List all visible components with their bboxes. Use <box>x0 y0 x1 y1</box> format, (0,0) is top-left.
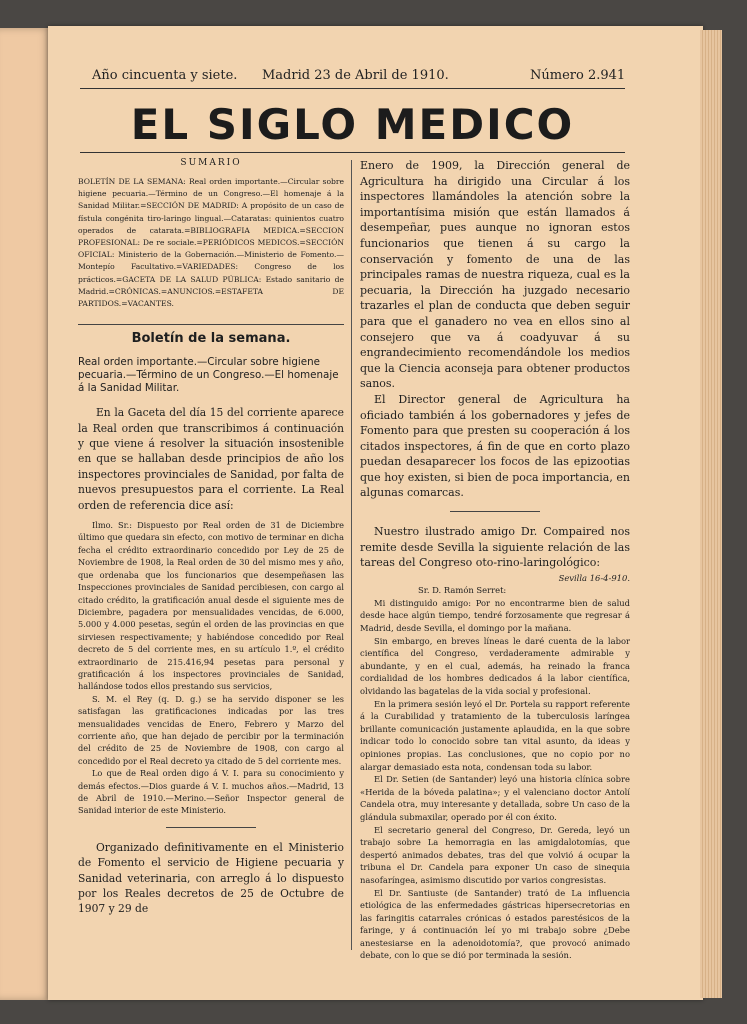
header-rule <box>80 88 625 89</box>
letter-salutation: Sr. D. Ramón Serret: <box>418 584 507 595</box>
page-stack-edge <box>700 30 722 998</box>
letter-paragraph-6: El Dr. Santiuste (de Santander) trató de La influencia etiológica de las enfermedades gástricas hipersecretorias en las faringitis catarrales crónicas ó estados parestésicos de la faringe, y á continuación leí yo mi trabajo sobre ¿Debe anestesiarse en la adenoidotomía?, que provocó animado debate, con lo que se dió por terminada la sesión. <box>360 887 630 961</box>
real-orden-paragraph-2: S. M. el Rey (q. D. g.) se ha servido disponer se les satisfagan las gratificaciones indicadas por las tres mensualidades vencidas de Enero, Febrero y Marzo del corriente año, que han dejado de percibir por la terminación del crédito de 25 de Noviembre de 1908, con cargo al concedido por el Real decreto ya citado de 5 del corriente mes. <box>78 693 344 766</box>
letter-paragraph-5: El secretario general del Congreso, Dr. Gereda, leyó un trabajo sobre La hemorragia en las amigdalotomías, que despertó animados debates, tras del que volvió á ocupar la tribuna el Dr. Candela para exponer Un caso de sinequia nasofaríngea, asimismo discutido por varios congresistas. <box>360 824 630 885</box>
left-column <box>78 158 344 917</box>
circular-paragraph: Enero de 1909, la Dirección general de Agricultura ha dirigido una Circular á los inspectores llamándoles la atención sobre la importantísima misión que están llamados á desempeñar, pues aunque no ignoran estos funcionarios que tienen á su cargo la conservación y fomento de una de las principales ramas de nuestra riqueza, cual es la pecuaria, la Dirección ha juzgado necesario trazarles el plan de conducta que deben seguir para que el ganadero no vea en ellos sino al consejero que va á coadyuvar á su engrandecimiento recomendándole los medios que la Ciencia aconseja para obtener productos sanos. <box>360 159 630 391</box>
letter-paragraph-2: Sin embargo, en breves líneas le daré cuenta de la labor científica del Congreso, verdaderamente admirable y abundante, y en el cual, además, ha reinado la franca cordialidad de los hombres dedicados á la labor científica, olvidando las bagatelas de la vida social y profesional. <box>360 635 630 696</box>
right-column <box>360 158 630 962</box>
real-orden-paragraph-3: Lo que de Real orden digo á V. I. para su conocimiento y demás efectos.—Dios guarde á V. I. muchos años.—Madrid, 13 de Abril de 1910.—Merino.—Señor Inspector general de Sanidad interior de este Ministerio. <box>78 768 344 816</box>
letter-paragraph-4: El Dr. Setien (de Santander) leyó una historia clínica sobre «Herida de la bóveda palatina»; y el valenciano doctor Antolí Candela otra, muy interesante y detallada, sobre Un caso de la glándula submaxilar, operado por él con éxito. <box>360 774 630 822</box>
section-separator <box>450 511 540 512</box>
masthead-title: EL SIGLO MEDICO <box>130 100 575 149</box>
boletin-intro: En la Gaceta del día 15 del corriente aparece la Real orden que transcribimos á continuación y que viene á resolver la situación insostenible en que se hallaban desde principios de año los inspectores provinciales de Sanidad, por falta de nuevos presupuestos para el corriente. La Real orden de referencia dice así: <box>78 406 344 512</box>
boletin-title: Boletín de la semana. <box>78 324 344 346</box>
previous-page-edge <box>0 28 52 1000</box>
congreso-intro: Nuestro ilustrado amigo Dr. Compaired nos remite desde Sevilla la siguiente relación de las tareas del Congreso oto-rino-laringológico: <box>360 525 630 570</box>
letter-dateline: Sevilla 16-4-910. <box>558 572 630 583</box>
sumario-title: SUMARIO <box>180 158 242 168</box>
letter-paragraph-1: Mi distinguido amigo: Por no encontrarme bien de salud desde hace algún tiempo, tendré forzosamente que regresar á Madrid, desde Sevilla, el domingo por la mañana. <box>360 597 630 634</box>
higiene-pecuaria-paragraph: Organizado definitivamente en el Ministerio de Fomento el servicio de Higiene pecuaria y Sanidad veterinaria, con arreglo á lo dispuesto por los Reales decretos de 25 de Octubre de 1907 y 29 de <box>78 840 344 916</box>
masthead-rule <box>80 152 625 153</box>
column-divider <box>351 160 352 950</box>
issue-date: Madrid 23 de Abril de 1910. <box>262 68 449 83</box>
director-paragraph: El Director general de Agricultura ha oficiado también á los gobernadores y jefes de Fomento para que presten su cooperación á los citados inspectores, á fin de que en corto plazo puedan desaparecer los focos de las epizootias que hoy existen, si bien de poca importancia, en algunas comarcas. <box>360 392 630 500</box>
issue-number: Número 2.941 <box>530 68 626 83</box>
boletin-subtitle: Real orden importante.—Circular sobre higiene pecuaria.—Término de un Congreso.—El homenaje á la Sanidad Militar. <box>78 356 339 395</box>
sumario-text: BOLETÍN DE LA SEMANA: Real orden importante.—Circular sobre higiene pecuaria.—Término de un Congreso.—El homenaje á la Sanidad Militar.=SECCIÓN DE MADRID: A propósito de un caso de fístula congénita tiro-laringo lingual.—Cataratas: quinientos cuatro operados de catarata.=BIBLIOGRAFIA MEDICA.=SECCION PROFESIONAL: De re sociale.=PERIÓDICOS MEDICOS.=SECCIÓN OFICIAL: Ministerio de la Gobernación.—Ministerio de Fomento.—Montepío Facultativo.=VARIEDADES: Congreso de los prácticos.=GACETA DE LA SALUD PÚBLICA: Estado sanitario de Madrid.=CRÓNICAS.=ANUNCIOS.=ESTAFETA DE PARTIDOS.=VACANTES. <box>78 177 344 309</box>
letter-paragraph-3: En la primera sesión leyó el Dr. Portela su rapport referente á la Curabilidad y tratamiento de la tuberculosis laríngea brillante comunicación justamente aplaudida, en la que sobre indicar todo lo conocido sobre tan vital asunto, da ideas y opiniones propias. Las conclusiones, que no copio por no alargar demasiado esta nota, condensan toda su labor. <box>360 698 630 772</box>
year-label: Año cincuenta y siete. <box>92 68 238 83</box>
real-orden-paragraph-1: Ilmo. Sr.: Dispuesto por Real orden de 31 de Diciembre último que quedara sin efecto, con motivo de terminar en dicha fecha el crédito extraordinario concedido por Ley de 25 de Noviembre de 1908, la Real orden de 30 del mismo mes y año, que ordenaba que los funcionarios que desempeñasen las Inspecciones provinciales de Sanidad percibiesen, con cargo al citado crédito, la gratificación anual desde el siguiente mes de Diciembre, pagadera por mensualidades vencidas, de 6.000, 5.000 y 4.000 pesetas, según el orden de las provincias en que sirviesen respectivamente; y habiéndose concedido por Real decreto de 5 del corriente mes, en su artículo 1.º, el crédito extraordinario de 215.416,94 pesetas para personal y gratificación á los inspectores provinciales de Sanidad, hallándose todos ellos prestando sus servicios, <box>78 520 344 692</box>
section-separator <box>166 827 256 828</box>
